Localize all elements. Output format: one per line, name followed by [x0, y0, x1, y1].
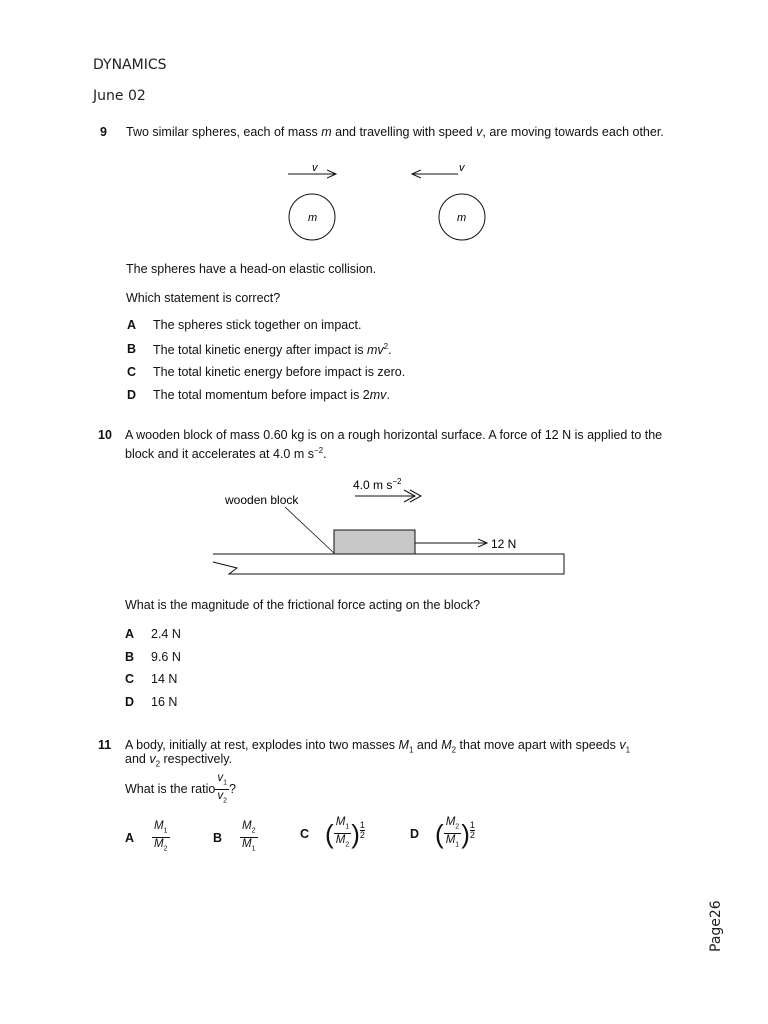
question-9-prompt: Which statement is correct?: [126, 291, 281, 305]
q10-option-a-letter: A: [125, 627, 135, 641]
left-sphere-mass: m: [308, 212, 318, 224]
page-number: Page26: [708, 900, 724, 952]
q10-option-c-letter: C: [125, 672, 135, 686]
q9-option-a-text: The spheres stick together on impact.: [153, 318, 362, 332]
q11-option-d: D ( $\frac{M_2}{M_1}$ ) 1 2: [410, 816, 475, 849]
q11-option-a: A $\frac{M_1}{M_2}$: [125, 820, 168, 853]
q9-option-c-text: The total kinetic energy before impact is zero.: [153, 365, 406, 379]
q11-option-c: C ( $\frac{M_1}{M_2}$ ) 1 2: [300, 816, 365, 849]
question-9-statement: The spheres have a head-on elastic collision.: [126, 262, 377, 276]
question-10-stem-line2: block and it accelerates at 4.0 m $s^{-2}$.: [125, 446, 327, 462]
right-speed-label: v: [459, 162, 465, 174]
q10-option-d-letter: D: [125, 695, 135, 709]
page-date: June 02: [93, 88, 146, 104]
block-diagram: [205, 472, 575, 580]
q9-option-a-letter: A: [127, 318, 137, 332]
wooden-block-label: wooden block: [225, 493, 299, 507]
q11-option-b: B $\frac{M_2}{M_1}$: [213, 820, 256, 853]
question-11-stem-line1: A body, initially at rest, explodes into two masses $M_1$ and $M_2$ that move apart with speeds $v_1$: [125, 738, 631, 755]
q10-option-a-text: 2.4 N: [151, 627, 181, 641]
q9-option-c-letter: C: [127, 365, 137, 379]
q9-option-b-letter: B: [127, 342, 137, 356]
left-speed-label: v: [312, 162, 318, 174]
question-number-11: 11: [98, 738, 112, 752]
q9-option-d-text: The total momentum before impact is 2mv.: [153, 388, 390, 402]
question-9-stem: Two similar spheres, each of mass m and travelling with speed v, are moving towards each other.: [126, 125, 664, 139]
question-number-10: 10: [98, 428, 112, 442]
page-title: DYNAMICS: [93, 57, 167, 73]
wooden-block: [334, 530, 415, 554]
spheres-diagram: [270, 155, 510, 250]
right-sphere-mass: m: [457, 212, 467, 224]
question-10-prompt: What is the magnitude of the frictional force acting on the block?: [125, 598, 481, 612]
block-label-leader: [285, 507, 335, 554]
q10-option-c-text: 14 N: [151, 672, 178, 686]
q9-option-b-text: The total kinetic energy after impact is $mv^2$.: [153, 342, 392, 358]
q10-option-b-letter: B: [125, 650, 135, 664]
question-10-stem-line1: A wooden block of mass 0.60 kg is on a rough horizontal surface. A force of 12 N is applied to the: [125, 428, 663, 442]
q9-option-d-letter: D: [127, 388, 137, 402]
question-11-prompt: What is the ratio $\frac{v_1}{v_2}$ ?: [125, 772, 236, 808]
question-11-stem-line2-text: and $v_2$ respectively.: [125, 752, 232, 772]
q10-option-d-text: 16 N: [151, 695, 178, 709]
q10-option-b-text: 9.6 N: [151, 650, 181, 664]
ratio-fraction: $\frac{v_1}{v_2}$: [217, 772, 227, 805]
acceleration-label: 4.0 m $s^{-2}$: [353, 477, 402, 492]
rough-surface: [213, 554, 564, 574]
force-label: 12 N: [491, 537, 517, 551]
question-number-9: 9: [100, 125, 107, 139]
